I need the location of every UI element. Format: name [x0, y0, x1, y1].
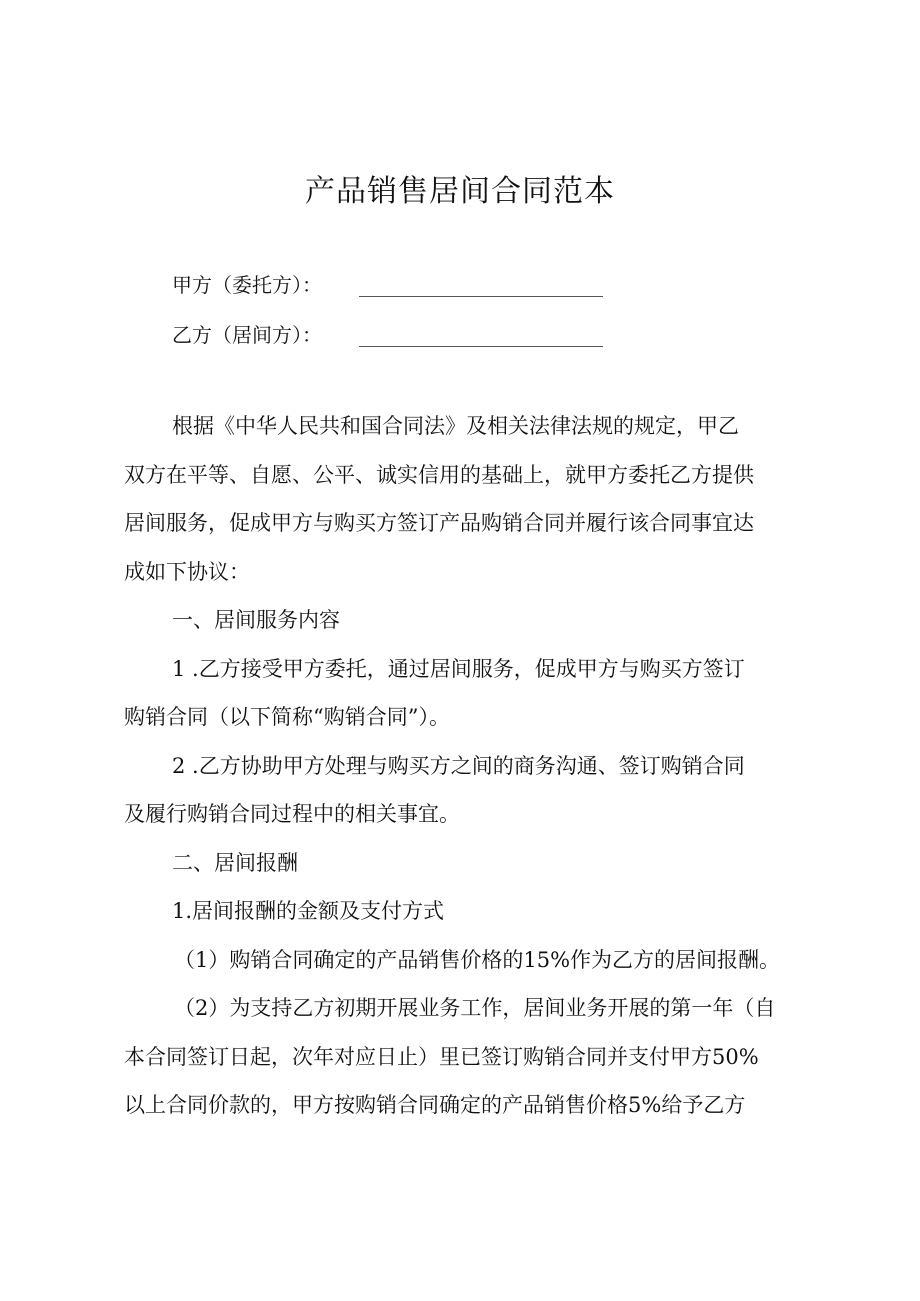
intro-paragraph [124, 402, 812, 596]
item-line: 及履行购销合同过程中的相关事宜。 [124, 802, 460, 826]
subsection-heading-amount: 1.居间报酬的金额及支付方式 [172, 899, 445, 923]
page-title: 产品销售居间合同范本 [305, 174, 615, 209]
party-a-label: 甲方（委托方）： [172, 273, 322, 297]
section-heading-service: 一、居间服务内容 [172, 608, 340, 632]
item-line: 2 .乙方协助甲方处理与购买方之间的商务沟通、签订购销合同 [172, 753, 745, 778]
party-b-label: 乙方（居间方）： [172, 323, 322, 347]
intro-line: 双方在平等、自愿、公平、诚实信用的基础上，就甲方委托乙方提供 [124, 462, 754, 487]
section-heading-remuneration: 二、居间报酬 [172, 850, 298, 875]
contract-body [124, 402, 812, 1130]
intro-line: 居间服务，促成甲方与购买方签订产品购销合同并履行该合同事宜达 [124, 511, 754, 535]
item-line: 1 .乙方接受甲方委托，通过居间服务，促成甲方与购买方签订 [172, 656, 745, 681]
service-item-1 [124, 645, 812, 742]
clause-1: （1）购销合同确定的产品销售价格的15%作为乙方的居间报酬。 [174, 947, 781, 972]
party-b-blank-line [359, 346, 603, 347]
clause-line: 本合同签订日起，次年对应日止）里已签订购销合同并支付甲方50% [124, 1044, 759, 1069]
intro-line: 成如下协议： [124, 559, 250, 584]
intro-line: 根据《中华人民共和国合同法》及相关法律法规的规定，甲乙 [172, 414, 739, 438]
item-line: 购销合同（以下简称“购销合同”）。 [124, 705, 450, 729]
clause-line: 以上合同价款的，甲方按购销合同确定的产品销售价格5%给予乙方 [124, 1093, 746, 1117]
service-item-2 [124, 742, 812, 839]
party-a-blank-line [359, 296, 603, 297]
clause-2 [124, 984, 812, 1130]
clause-line: （2）为支持乙方初期开展业务工作，居间业务开展的第一年（自 [174, 996, 776, 1020]
